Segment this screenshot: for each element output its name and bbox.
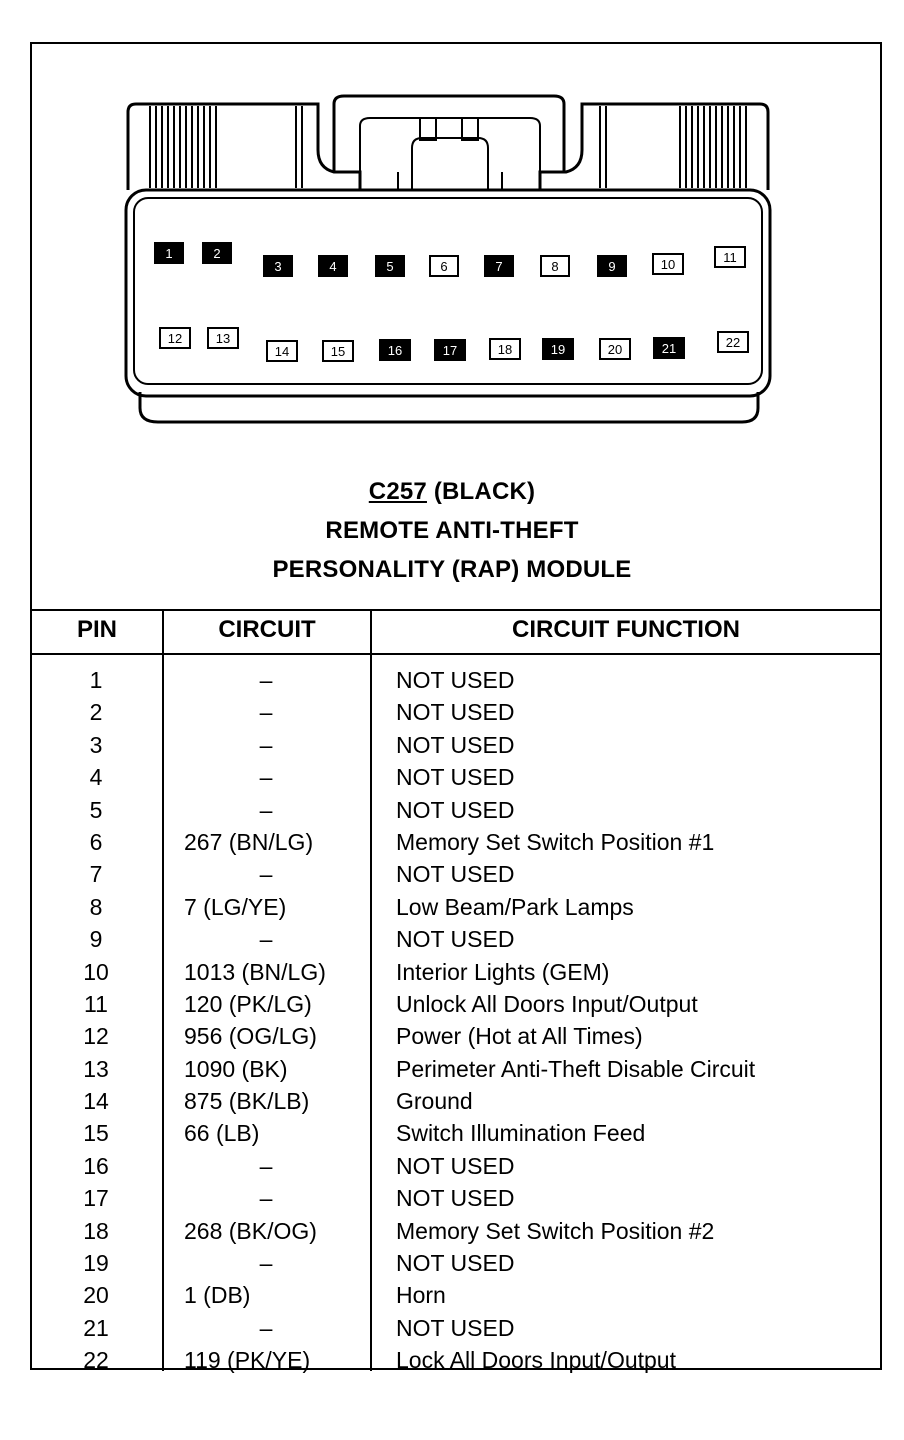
connector-title [0, 478, 904, 506]
connector-id: C257 [368, 478, 427, 505]
table-row [30, 858, 882, 890]
table-row [30, 794, 882, 826]
module-name-line1: REMOTE ANTI-THEFT [325, 517, 579, 544]
pin-number: 10 [83, 958, 109, 985]
circuit-function: NOT USED [396, 1185, 515, 1212]
table-row [30, 1117, 882, 1149]
pin-number: 11 [84, 990, 108, 1017]
pin-number: 13 [83, 1055, 109, 1082]
pin-label: 17 [442, 343, 458, 358]
pin-18 [490, 339, 520, 359]
circuit-function: Unlock All Doors Input/Output [396, 990, 698, 1017]
pin-label: 6 [440, 259, 448, 274]
circuit-id: – [259, 1314, 273, 1341]
pin-20 [600, 339, 630, 359]
pin-19 [543, 339, 573, 359]
module-name-line2: PERSONALITY (RAP) MODULE [272, 556, 632, 583]
left-ribs [150, 106, 302, 188]
pin-16 [380, 340, 410, 360]
table-row [30, 1215, 882, 1247]
pin-number: 5 [89, 796, 103, 823]
circuit-function: NOT USED [396, 1152, 515, 1179]
circuit-id: – [259, 796, 273, 823]
pin-label: 19 [550, 342, 566, 357]
pin-number: 19 [83, 1250, 109, 1277]
pin-number: 7 [89, 861, 103, 888]
pin-label: 15 [330, 344, 346, 359]
pin-label: 11 [723, 250, 737, 265]
pin-7 [485, 256, 513, 276]
header-pin: PIN [76, 616, 117, 643]
pin-1 [155, 243, 183, 263]
circuit-function: Ground [396, 1088, 473, 1115]
table-row [30, 729, 882, 761]
pin-number: 15 [83, 1120, 109, 1147]
circuit-function: NOT USED [396, 699, 515, 726]
pin-number: 17 [83, 1185, 109, 1212]
header-circuit: CIRCUIT [218, 616, 316, 643]
circuit-function: Power (Hot at All Times) [396, 1023, 643, 1050]
pin-label: 5 [386, 259, 394, 274]
circuit-function: NOT USED [396, 1314, 515, 1341]
circuit-function: Horn [396, 1282, 446, 1309]
pin-row-bottom [160, 328, 748, 361]
right-ribs [600, 106, 746, 188]
table-row [30, 1053, 882, 1085]
pin-number: 9 [89, 926, 103, 953]
pin-5 [376, 256, 404, 276]
circuit-function: Switch Illumination Feed [396, 1120, 646, 1147]
circuit-function: Low Beam/Park Lamps [396, 893, 634, 920]
pin-8 [541, 256, 569, 276]
pin-number: 4 [89, 764, 103, 791]
pin-21 [654, 338, 684, 358]
circuit-id: – [259, 861, 273, 888]
circuit-function: NOT USED [396, 926, 515, 953]
circuit-id: – [259, 926, 273, 953]
pin-17 [435, 340, 465, 360]
pin-label: 16 [387, 343, 403, 358]
connector-diagram [0, 0, 904, 460]
circuit-id: 267 (BN/LG) [184, 828, 314, 855]
table-row [30, 1182, 882, 1214]
pin-row-top [155, 243, 745, 276]
pin-12 [160, 328, 190, 348]
pin-label: 4 [329, 259, 337, 274]
table-row [30, 696, 882, 728]
circuit-function: Memory Set Switch Position #1 [396, 828, 715, 855]
table-row [30, 664, 882, 696]
pin-number: 1 [89, 667, 103, 693]
table-row [30, 1312, 882, 1344]
table-row [30, 923, 882, 955]
pin-10 [653, 254, 683, 274]
pin-number: 2 [89, 699, 103, 726]
pin-label: 7 [495, 259, 503, 274]
pin-label: 13 [215, 331, 231, 346]
pin-label: 21 [661, 341, 677, 356]
pin-13 [208, 328, 238, 348]
table-row [30, 1085, 882, 1117]
circuit-id: 119 (PK/YE) [184, 1347, 311, 1374]
pin-label: 8 [551, 259, 559, 274]
pin-label: 2 [213, 246, 221, 261]
circuit-id: 268 (BK/OG) [184, 1217, 317, 1244]
pin-3 [264, 256, 292, 276]
circuit-function: Lock All Doors Input/Output [396, 1347, 676, 1374]
circuit-id: – [259, 731, 273, 758]
table-top-rule [30, 609, 882, 611]
circuit-function: Interior Lights (GEM) [396, 958, 610, 985]
circuit-id: 7 (LG/YE) [184, 893, 287, 920]
table-row [30, 891, 882, 923]
circuit-id: – [259, 1250, 273, 1277]
circuit-id: 1 (DB) [184, 1282, 251, 1309]
circuit-id: – [259, 1152, 273, 1179]
table-row [30, 1150, 882, 1182]
table-row [30, 1279, 882, 1311]
pin-number: 3 [89, 731, 103, 758]
pin-4 [319, 256, 347, 276]
center-lock-tab [334, 96, 564, 172]
table-row [30, 1344, 882, 1376]
table-row [30, 1020, 882, 1052]
pin-number: 22 [83, 1347, 109, 1374]
pin-label: 14 [274, 344, 290, 359]
pin-label: 22 [725, 335, 741, 350]
circuit-function: NOT USED [396, 667, 515, 693]
pin-6 [430, 256, 458, 276]
header-circuit-function: CIRCUIT FUNCTION [512, 616, 740, 643]
circuit-function: NOT USED [396, 731, 515, 758]
table-row [30, 826, 882, 858]
pin-number: 6 [89, 828, 103, 855]
table-row [30, 1247, 882, 1279]
pin-number: 12 [83, 1023, 109, 1050]
pin-9 [598, 256, 626, 276]
circuit-id: – [259, 1185, 273, 1212]
pin-label: 3 [274, 259, 282, 274]
pin-number: 14 [83, 1088, 109, 1115]
pin-14 [267, 341, 297, 361]
pin-table-body [30, 664, 882, 1377]
circuit-function: Perimeter Anti-Theft Disable Circuit [396, 1055, 756, 1082]
connector-color: (BLACK) [426, 478, 536, 505]
circuit-id: 875 (BK/LB) [184, 1088, 310, 1115]
pin-number: 20 [83, 1282, 109, 1309]
circuit-id: 120 (PK/LG) [184, 990, 312, 1017]
circuit-id: 1090 (BK) [184, 1055, 288, 1082]
circuit-id: 956 (OG/LG) [184, 1023, 317, 1050]
circuit-id: 1013 (BN/LG) [184, 958, 326, 985]
table-header-rule [30, 653, 882, 655]
circuit-id: – [259, 699, 273, 726]
pin-label: 10 [660, 257, 676, 272]
circuit-function: NOT USED [396, 796, 515, 823]
circuit-function: Memory Set Switch Position #2 [396, 1217, 715, 1244]
pin-22 [718, 332, 748, 352]
pin-number: 8 [89, 893, 103, 920]
table-row [30, 956, 882, 988]
circuit-function: NOT USED [396, 861, 515, 888]
pin-label: 9 [608, 259, 616, 274]
pin-number: 21 [83, 1314, 109, 1341]
pin-label: 1 [165, 246, 173, 261]
circuit-id: 66 (LB) [184, 1120, 260, 1147]
pin-15 [323, 341, 353, 361]
pin-11 [715, 247, 745, 267]
pin-label: 12 [167, 331, 183, 346]
table-row [30, 988, 882, 1020]
connector-housing [126, 190, 770, 396]
pin-2 [203, 243, 231, 263]
pin-number: 18 [83, 1217, 109, 1244]
circuit-function: NOT USED [396, 1250, 515, 1277]
circuit-id: – [259, 764, 273, 791]
table-row [30, 761, 882, 793]
circuit-id: – [259, 667, 273, 693]
circuit-function: NOT USED [396, 764, 515, 791]
pin-label: 20 [607, 342, 623, 357]
pin-label: 18 [497, 342, 513, 357]
pin-number: 16 [83, 1152, 109, 1179]
